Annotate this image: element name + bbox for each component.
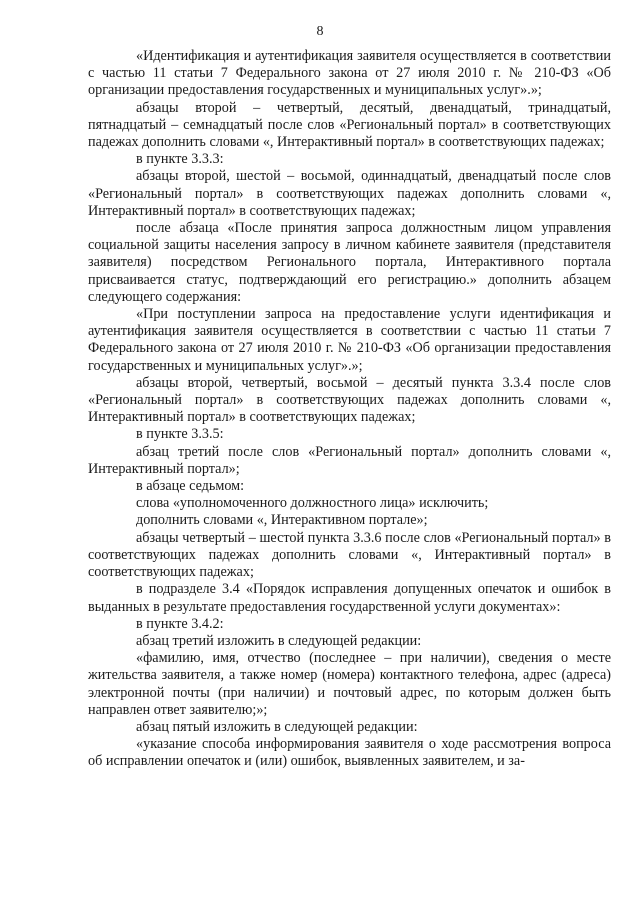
paragraph-13: абзацы четвертый – шестой пункта 3.3.6 после слов «Региональный портал» в соответствующих падежах дополнить словами «, Интерактивный портал» в соответствующих падежах; [88, 529, 611, 581]
paragraph-11: слова «уполномоченного должностного лица» исключить; [136, 495, 489, 512]
paragraph-14: в подразделе 3.4 «Порядок исправления допущенных опечаток и ошибок в выданных в результате предоставления государственной услуги документах»: [88, 581, 611, 615]
paragraph-10: в абзаце седьмом: [136, 478, 245, 495]
paragraph-9: абзац третий после слов «Региональный портал» дополнить словами «, Интерактивный портал»; [88, 443, 611, 477]
paragraph-1: «Идентификация и аутентификация заявителя осуществляется в соответствии с частью 11 статьи 7 Федерального закона от 27 июля 2010 г. № 210-ФЗ «Об организации предоставления государственных и муниципальных услуг».»; [88, 48, 611, 99]
page-number: 8 [316, 24, 324, 39]
paragraph-7: абзацы второй, четвертый, восьмой – десятый пункта 3.3.4 после слов «Региональный портал» в соответствующих падежах дополнить словами «, Интерактивный портал» в соответствующих падежах; [88, 374, 611, 426]
paragraph-3: в пункте 3.3.3: [136, 151, 224, 168]
paragraph-12: дополнить словами «, Интерактивном портале»; [136, 512, 428, 529]
paragraph-2: абзацы второй – четвертый, десятый, двенадцатый, тринадцатый, пятнадцатый – семнадцатый после слов «Региональный портал» в соответствующих падежах дополнить словами «, Интерактивный портал» в соответствующих падежах; [88, 99, 611, 151]
paragraph-17: «фамилию, имя, отчество (последнее – при наличии), сведения о месте жительства заявителя, а также номер (номера) контактного телефона, адрес (адреса) электронной почты (при наличии) и почтовый адрес, по которым должен быть направлен ответ заявителю;»; [88, 650, 611, 718]
paragraph-16: абзац третий изложить в следующей редакции: [136, 632, 422, 649]
paragraph-8: в пункте 3.3.5: [136, 426, 224, 443]
paragraph-18: абзац пятый изложить в следующей редакции: [136, 718, 418, 735]
document-body [88, 48, 611, 771]
paragraph-15: в пункте 3.4.2: [136, 615, 224, 632]
paragraph-4: абзацы второй, шестой – восьмой, одиннадцатый, двенадцатый после слов «Региональный портал» в соответствующих падежах дополнить словами «, Интерактивный портал» в соответствующих падежах; [88, 168, 611, 219]
paragraph-5: после абзаца «После принятия запроса должностным лицом управления социальной защиты населения запросу в личном кабинете заявителя (представителя заявителя) посредством Регионального портала, Интерактивного портала присваивается статус, подтверждающий его регистрацию.» дополнить абзацем следующего содержания: [88, 220, 611, 305]
paragraph-6: «При поступлении запроса на предоставление услуги идентификация и аутентификация заявителя осуществляется в соответствии с частью 11 статьи 7 Федерального закона от 27 июля 2010 г. № 210-ФЗ «Об организации предоставления государственных и муниципальных услуг».»; [88, 306, 611, 374]
paragraph-19: «указание способа информирования заявителя о ходе рассмотрения вопроса об исправлении опечаток и (или) ошибок, выявленных заявителем, и за- [88, 736, 611, 770]
